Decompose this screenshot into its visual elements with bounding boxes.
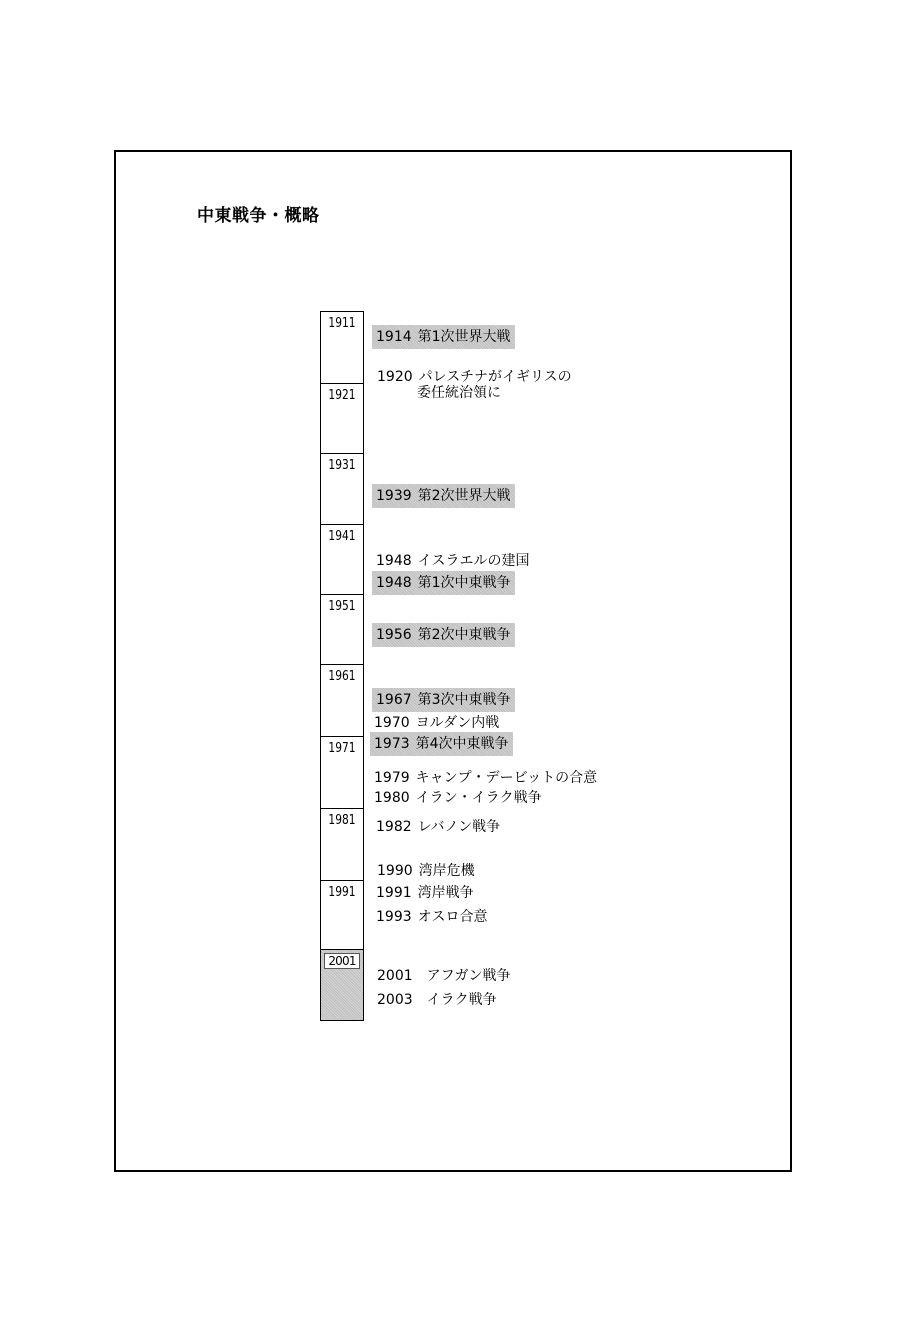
event-year: 1990 [377,863,413,879]
decade-label: 1931 [328,458,356,473]
event-item [370,768,601,788]
event-year: 1973 [374,736,410,752]
decade-1961 [320,664,364,737]
event-item [372,883,478,903]
event-year: 2003 [377,992,413,1008]
event-year: 1956 [376,627,412,643]
event-text: アフガン戦争 [426,968,511,984]
event-war [372,484,515,508]
event-year: 1980 [374,790,410,806]
decade-1941 [320,524,364,595]
decade-1951 [320,594,364,665]
decade-label: 2001 [324,953,360,969]
event-text: パレスチナがイギリスの [418,369,572,385]
event-year: 1970 [374,715,410,731]
event-item [370,713,503,733]
event-war [372,325,515,349]
event-war [370,732,513,756]
event-year: 1948 [376,553,412,569]
decade-label: 1941 [328,529,356,544]
event-item [373,966,515,986]
event-year: 1939 [376,488,412,504]
page-title: 中東戦争・概略 [197,206,320,226]
decade-1991 [320,880,364,950]
event-text: オスロ合意 [417,909,488,925]
event-year: 1979 [374,770,410,786]
event-text: 第3次中東戦争 [417,692,511,708]
decade-label: 1971 [328,741,356,756]
event-item [370,788,546,808]
event-item [373,990,501,1010]
event-year: 1948 [376,575,412,591]
event-item [372,907,492,927]
decade-2001 [320,949,364,1021]
decade-label: 1911 [328,316,356,331]
event-year: 1920 [377,369,413,385]
event-text: 湾岸戦争 [417,885,474,901]
event-text: キャンプ・デービットの合意 [415,770,598,786]
event-text: イスラエルの建国 [417,553,530,569]
event-text: 湾岸危機 [418,863,475,879]
event-text: イラク戦争 [426,992,497,1008]
event-text: 第2次中東戦争 [417,627,511,643]
decade-label: 1991 [328,885,356,900]
page-frame [114,150,792,1172]
decade-1931 [320,453,364,525]
event-war [372,571,515,595]
decade-1921 [320,383,364,454]
event-year: 1914 [376,329,412,345]
decade-1911 [320,311,364,384]
event-text: レバノン戦争 [417,819,501,835]
event-item [372,817,504,837]
event-year: 2001 [377,968,413,984]
decade-1971 [320,736,364,809]
decade-label: 1981 [328,813,356,828]
event-year: 1982 [376,819,412,835]
event-year: 1993 [376,909,412,925]
event-year: 1991 [376,885,412,901]
event-text: 第2次世界大戦 [417,488,511,504]
event-text: ヨルダン内戦 [415,715,500,731]
event-text: 第1次世界大戦 [417,329,511,345]
decade-label: 1951 [328,599,356,614]
event-item [372,551,534,571]
decade-label: 1921 [328,388,356,403]
event-text: 第4次中東戦争 [415,736,509,752]
event-war [372,688,515,712]
event-year: 1967 [376,692,412,708]
event-item [373,369,576,401]
event-item [373,861,479,881]
event-text: 第1次中東戦争 [417,575,511,591]
event-war [372,623,515,647]
event-text: イラン・イラク戦争 [415,790,542,806]
event-text-continued: 委任統治領に [417,385,501,401]
decade-label: 1961 [328,669,356,684]
decade-1981 [320,808,364,881]
